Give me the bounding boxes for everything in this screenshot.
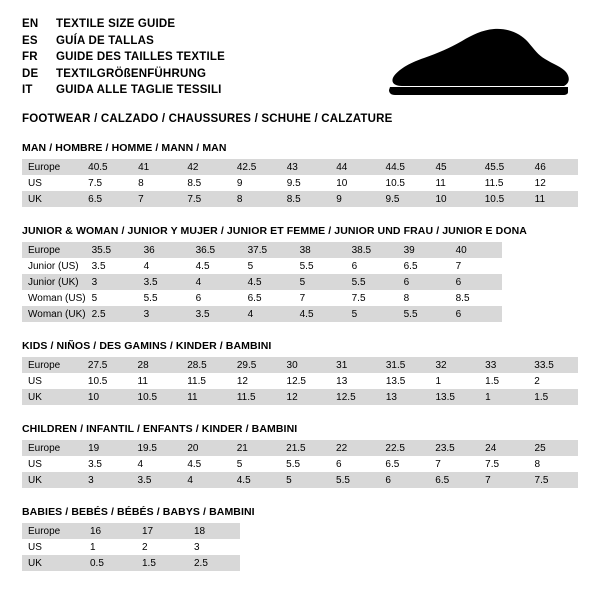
size-cell: 13	[380, 389, 430, 405]
size-section-title: BABIES / BEBÉS / BÉBÉS / BABYS / BAMBINI	[22, 506, 255, 518]
table-row	[22, 175, 578, 191]
row-label: UK	[22, 191, 82, 207]
table-row	[22, 290, 502, 306]
table-row	[22, 440, 578, 456]
size-cell: 5	[280, 472, 330, 488]
row-label: Europe	[22, 242, 86, 258]
size-cell: 1.5	[479, 373, 528, 389]
size-cell: 6	[330, 456, 379, 472]
table-row	[22, 555, 240, 571]
table-row	[22, 274, 502, 290]
size-cell: 3.5	[138, 274, 190, 290]
size-cell: 3.5	[82, 456, 131, 472]
table-row	[22, 373, 578, 389]
size-table	[22, 242, 502, 322]
size-cell: 7	[294, 290, 346, 306]
size-cell: 21	[231, 440, 280, 456]
size-cell: 9.5	[380, 191, 430, 207]
size-cell: 27.5	[82, 357, 132, 373]
language-code: EN	[22, 18, 39, 30]
size-cell: 11.5	[181, 373, 231, 389]
size-cell: 5.5	[330, 472, 379, 488]
row-label: US	[22, 373, 82, 389]
size-cell: 6.5	[429, 472, 479, 488]
size-cell: 30	[281, 357, 331, 373]
table-row	[22, 242, 502, 258]
size-cell: 10	[429, 191, 478, 207]
table-row	[22, 456, 578, 472]
size-cell: 11	[429, 175, 478, 191]
size-section-title: KIDS / NIÑOS / DES GAMINS / KINDER / BAMBINI	[22, 340, 272, 352]
size-cell: 3	[138, 306, 190, 322]
language-code: FR	[22, 51, 38, 63]
size-cell: 7	[479, 472, 528, 488]
size-cell: 11	[181, 389, 231, 405]
size-cell: 4.5	[231, 472, 280, 488]
size-cell: 45	[429, 159, 478, 175]
row-label: UK	[22, 389, 82, 405]
size-cell: 24	[479, 440, 528, 456]
size-cell: 40	[450, 242, 502, 258]
size-cell: 12	[529, 175, 578, 191]
size-cell: 2.5	[86, 306, 138, 322]
size-cell: 40.5	[82, 159, 132, 175]
row-label: Junior (US)	[22, 258, 86, 274]
row-label: UK	[22, 472, 82, 488]
table-row	[22, 159, 578, 175]
size-cell: 7.5	[181, 191, 230, 207]
size-cell: 11.5	[231, 389, 281, 405]
row-label: Woman (UK)	[22, 306, 86, 322]
dress-shoe-icon	[382, 24, 572, 104]
size-cell: 17	[136, 523, 188, 539]
size-cell: 22.5	[379, 440, 429, 456]
table-row	[22, 523, 240, 539]
size-cell: 4	[131, 456, 181, 472]
size-section	[22, 506, 578, 571]
size-cell: 7	[450, 258, 502, 274]
size-cell: 5.5	[398, 306, 450, 322]
size-cell: 23.5	[429, 440, 479, 456]
size-cell: 9	[330, 191, 379, 207]
size-cell: 5.5	[280, 456, 330, 472]
size-cell: 18	[188, 523, 240, 539]
size-cell: 7.5	[346, 290, 398, 306]
size-cell: 41	[132, 159, 181, 175]
size-cell: 4.5	[190, 258, 242, 274]
size-cell: 3.5	[131, 472, 181, 488]
size-section-title: JUNIOR & WOMAN / JUNIOR Y MUJER / JUNIOR ET FEMME / JUNIOR UND FRAU / JUNIOR E DONA	[22, 225, 527, 237]
size-cell: 36	[138, 242, 190, 258]
size-cell: 42	[181, 159, 230, 175]
table-row	[22, 357, 578, 373]
row-label: US	[22, 456, 82, 472]
size-table	[22, 440, 578, 488]
size-cell: 10	[330, 175, 379, 191]
size-cell: 13.5	[380, 373, 430, 389]
size-cell: 44	[330, 159, 379, 175]
size-cell: 5	[294, 274, 346, 290]
size-cell: 1	[84, 539, 136, 555]
size-cell: 4	[242, 306, 294, 322]
size-section	[22, 423, 578, 488]
size-cell: 8.5	[450, 290, 502, 306]
size-cell: 35.5	[86, 242, 138, 258]
size-cell: 9	[231, 175, 281, 191]
size-cell: 9.5	[281, 175, 330, 191]
size-section	[22, 142, 578, 207]
row-label: US	[22, 175, 82, 191]
size-section	[22, 340, 578, 405]
size-cell: 4	[190, 274, 242, 290]
size-cell: 10.5	[479, 191, 529, 207]
language-code: IT	[22, 84, 33, 96]
language-title: GUÍA DE TALLAS	[56, 34, 154, 47]
size-cell: 46	[529, 159, 578, 175]
size-cell: 8	[398, 290, 450, 306]
size-cell: 19	[82, 440, 131, 456]
size-cell: 5	[231, 456, 280, 472]
row-label: Europe	[22, 357, 82, 373]
size-cell: 12	[231, 373, 281, 389]
size-cell: 33.5	[528, 357, 578, 373]
size-cell: 29.5	[231, 357, 281, 373]
size-table	[22, 357, 578, 405]
size-cell: 8	[132, 175, 181, 191]
size-cell: 13.5	[429, 389, 479, 405]
size-cell: 39	[398, 242, 450, 258]
size-cell: 11	[132, 373, 182, 389]
size-cell: 3.5	[190, 306, 242, 322]
size-cell: 12	[281, 389, 331, 405]
size-cell: 6	[398, 274, 450, 290]
size-cell: 10.5	[380, 175, 430, 191]
size-cell: 5.5	[346, 274, 398, 290]
row-label: Europe	[22, 523, 84, 539]
size-cell: 2.5	[188, 555, 240, 571]
size-cell: 5.5	[138, 290, 190, 306]
table-row	[22, 389, 578, 405]
size-cell: 7.5	[82, 175, 132, 191]
size-cell: 5.5	[294, 258, 346, 274]
size-cell: 22	[330, 440, 379, 456]
language-title: GUIDA ALLE TAGLIE TESSILI	[56, 84, 222, 96]
size-cell: 4	[138, 258, 190, 274]
size-cell: 37.5	[242, 242, 294, 258]
size-table	[22, 523, 240, 571]
document-header	[22, 16, 578, 124]
table-row	[22, 191, 578, 207]
size-cell: 10	[82, 389, 132, 405]
size-cell: 8.5	[181, 175, 230, 191]
size-cell: 0.5	[84, 555, 136, 571]
size-cell: 1	[429, 373, 479, 389]
language-code: DE	[22, 67, 39, 80]
size-cell: 12.5	[281, 373, 331, 389]
size-cell: 44.5	[380, 159, 430, 175]
size-cell: 6.5	[379, 456, 429, 472]
size-cell: 6	[450, 274, 502, 290]
size-cell: 11	[529, 191, 578, 207]
size-cell: 8	[231, 191, 281, 207]
size-cell: 3	[86, 274, 138, 290]
size-cell: 6.5	[398, 258, 450, 274]
size-cell: 7	[429, 456, 479, 472]
size-section-title: CHILDREN / INFANTIL / ENFANTS / KINDER / BAMBINI	[22, 423, 298, 435]
size-cell: 12.5	[330, 389, 380, 405]
size-cell: 2	[528, 373, 578, 389]
size-cell: 16	[84, 523, 136, 539]
size-cell: 3.5	[86, 258, 138, 274]
size-cell: 11.5	[479, 175, 529, 191]
size-cell: 1	[479, 389, 528, 405]
row-label: Junior (UK)	[22, 274, 86, 290]
size-cell: 6	[450, 306, 502, 322]
size-cell: 36.5	[190, 242, 242, 258]
size-cell: 25	[529, 440, 578, 456]
size-section	[22, 225, 578, 322]
size-cell: 6	[190, 290, 242, 306]
size-cell: 33	[479, 357, 528, 373]
size-cell: 6.5	[82, 191, 132, 207]
size-cell: 13	[330, 373, 380, 389]
size-section-title: MAN / HOMBRE / HOMME / MANN / MAN	[22, 142, 227, 154]
size-tables-container	[22, 142, 578, 571]
size-cell: 5	[86, 290, 138, 306]
size-cell: 7.5	[479, 456, 528, 472]
size-cell: 20	[181, 440, 230, 456]
language-title: GUIDE DES TAILLES TEXTILE	[56, 51, 225, 63]
size-cell: 8.5	[281, 191, 330, 207]
size-table	[22, 159, 578, 207]
size-cell: 43	[281, 159, 330, 175]
size-cell: 7	[132, 191, 181, 207]
size-cell: 42.5	[231, 159, 281, 175]
language-title: TEXTILGRÖßENFÜHRUNG	[56, 67, 207, 80]
size-cell: 6	[346, 258, 398, 274]
row-label: Europe	[22, 159, 82, 175]
size-cell: 31	[330, 357, 380, 373]
size-cell: 2	[136, 539, 188, 555]
table-row	[22, 258, 502, 274]
size-cell: 19.5	[131, 440, 181, 456]
language-code: ES	[22, 34, 38, 47]
size-cell: 6.5	[242, 290, 294, 306]
size-cell: 3	[82, 472, 131, 488]
size-cell: 38.5	[346, 242, 398, 258]
size-cell: 5	[346, 306, 398, 322]
size-cell: 10.5	[82, 373, 132, 389]
size-cell: 8	[529, 456, 578, 472]
size-cell: 45.5	[479, 159, 529, 175]
size-cell: 1.5	[528, 389, 578, 405]
table-row	[22, 472, 578, 488]
size-cell: 21.5	[280, 440, 330, 456]
size-cell: 7.5	[529, 472, 578, 488]
row-label: Woman (US)	[22, 290, 86, 306]
row-label: US	[22, 539, 84, 555]
table-row	[22, 539, 240, 555]
size-cell: 3	[188, 539, 240, 555]
size-cell: 10.5	[132, 389, 182, 405]
size-cell: 4.5	[181, 456, 230, 472]
row-label: UK	[22, 555, 84, 571]
size-cell: 6	[379, 472, 429, 488]
language-title: TEXTILE SIZE GUIDE	[56, 18, 176, 30]
size-cell: 28.5	[181, 357, 231, 373]
footwear-category-title: FOOTWEAR / CALZADO / CHAUSSURES / SCHUHE / CALZATURE	[22, 112, 393, 125]
size-cell: 31.5	[380, 357, 430, 373]
size-cell: 28	[132, 357, 182, 373]
size-cell: 32	[429, 357, 479, 373]
size-cell: 4.5	[294, 306, 346, 322]
size-cell: 4	[181, 472, 230, 488]
size-cell: 4.5	[242, 274, 294, 290]
size-cell: 1.5	[136, 555, 188, 571]
row-label: Europe	[22, 440, 82, 456]
size-cell: 38	[294, 242, 346, 258]
size-cell: 5	[242, 258, 294, 274]
table-row	[22, 306, 502, 322]
